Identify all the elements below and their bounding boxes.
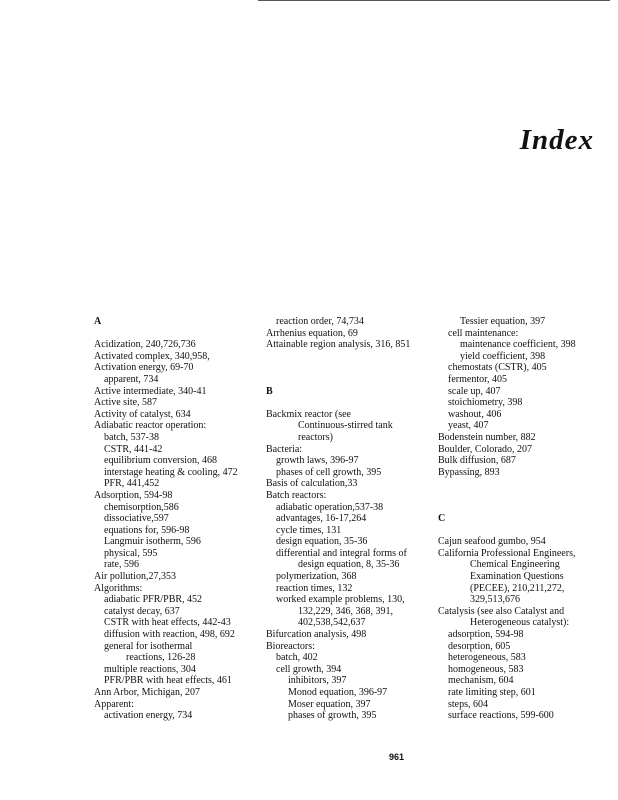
page-number: 961 [389,752,405,762]
index-entry: Ann Arbor, Michigan, 207 [94,687,200,698]
index-entry: surface reactions, 599-600 [448,710,554,722]
index-entry: dissociative,597 [104,513,169,525]
index-entry: reaction times, 132 [276,582,353,594]
index-entry: chemisorption,586 [104,501,179,513]
index-entry: mechanism, 604 [448,675,514,687]
index-entry: interstage heating & cooling, 472 [104,466,238,478]
index-entry: worked example problems, 130, [276,594,405,606]
index-entry: adiabatic operation,537-38 [276,501,384,513]
index-entry: multiple reactions, 304 [104,663,196,675]
index-entry: Apparent: [94,698,134,710]
index-entry: Activation energy, 69-70 [94,362,194,374]
index-entry: yeast, 407 [448,420,489,432]
index-entry: Activity of catalyst, 634 [94,408,191,420]
spacer [438,478,610,490]
index-entry: maintenance coefficient, 398 [460,339,576,351]
index-entry: Acidization, 240,726,736 [94,339,196,351]
index-entry: equations for, 596-98 [104,524,190,536]
index-entry: washout, 406 [448,408,502,420]
index-entry: apparent, 734 [104,373,159,385]
spacer [266,374,436,386]
index-entry: Catalysis (see also Catalyst and [438,605,565,617]
index-entry: catalyst decay, 637 [104,605,180,617]
index-entry: Active intermediate, 340-41 [94,385,207,397]
section-letter: C [438,513,446,525]
index-entry: homogeneous, 583 [448,663,524,675]
index-entry: Air pollution,27,353 [94,571,176,583]
index-entry: Tessier equation, 397 [460,316,546,327]
index-entry: physical, 595 [104,547,158,559]
index-entry: Bodenstein number, 882 [438,431,536,443]
index-entry: 402,538,542,637 [298,617,366,629]
index-entry: 329,513,676 [470,594,520,606]
index-entry: adsorption, 594-98 [448,629,524,641]
index-entry: activation energy, 734 [104,710,193,722]
index-entry: batch, 402 [276,652,318,664]
index-entry: Active site, 587 [94,397,158,409]
index-entry: Langmuir isotherm, 596 [104,536,201,548]
index-entry: Examination Questions [470,571,564,583]
index-entry: stoichiometry, 398 [448,397,523,409]
index-entry: Boulder, Colorado, 207 [438,443,533,455]
index-entry: rate limiting step, 601 [448,687,536,698]
index-entry: cell maintenance: [448,327,519,339]
index-entry: Moser equation, 397 [288,698,371,710]
spacer [438,525,610,537]
index-entry: rate, 596 [104,559,139,571]
index-entry: Backmix reactor (see [266,408,351,420]
index-entry: CSTR, 441-42 [104,443,163,455]
index-entry: Batch reactors: [266,489,327,501]
index-entry: Cajun seafood gumbo, 954 [438,536,546,548]
index-entry: reactors) [298,431,333,443]
index-entry: Algorithms: [94,582,143,594]
index-entry: cell growth, 394 [276,663,342,675]
index-entry: reactions, 126-28 [126,652,196,664]
index-entry: Bypassing, 893 [438,466,500,478]
index-entry: general for isothermal [104,640,193,652]
index-entry: Continuous-stirred tank [298,420,393,432]
index-entry: PFR, 441,452 [104,478,160,490]
index-entry: batch, 537-38 [104,431,159,443]
index-entry: Adiabatic reactor operation: [94,420,207,432]
index-entry: chemostats (CSTR), 405 [448,362,547,374]
index-entry: design equation, 35-36 [276,536,368,548]
index-entry: Activated complex, 340,958, [94,350,210,362]
index-entry: Chemical Engineering [470,559,560,571]
spacer [266,362,436,374]
index-entry: CSTR with heat effects, 442-43 [104,617,231,629]
section-letter: B [266,385,273,397]
spacer [94,328,256,340]
index-entry: reaction order, 74,734 [276,316,364,327]
index-entry: California Professional Engineers, [438,547,576,559]
index-entry: phases of growth, 395 [288,710,377,722]
index-entry: Bulk diffusion, 687 [438,455,516,467]
spacer [266,397,436,409]
index-entry: advantages, 16-17,264 [276,513,367,525]
index-entry: differential and integral forms of [276,547,407,559]
index-column-3 [438,316,610,722]
index-entry: fermentor, 405 [448,373,508,385]
index-entry: steps, 604 [448,698,488,710]
spacer [438,502,610,514]
index-entry: heterogeneous, 583 [448,652,526,664]
index-entry: Bioreactors: [266,640,315,652]
index-entry: inhibitors, 397 [288,675,347,687]
index-entry: Monod equation, 396-97 [288,687,388,698]
spacer [438,490,610,502]
index-entry: Arrhenius equation, 69 [266,327,358,339]
index-entry: growth laws, 396-97 [276,455,359,467]
index-entry: scale up, 407 [448,385,501,397]
index-entry: (PECEE), 210,211,272, [470,582,565,594]
index-entry: equilibrium conversion, 468 [104,455,218,467]
index-entry: Heterogeneous catalyst): [470,617,570,629]
index-entry: PFR/PBR with heat effects, 461 [104,675,232,687]
index-entry: 132,229, 346, 368, 391, [298,605,393,617]
index-entry: diffusion with reaction, 498, 692 [104,629,235,641]
index-entry: phases of cell growth, 395 [276,466,382,478]
index-entry: yield coefficient, 398 [460,350,546,362]
spacer [266,351,436,363]
page-title: Index [519,124,594,156]
top-rule [258,0,610,1]
index-entry: cycle times, 131 [276,524,342,536]
index-entry: polymerization, 368 [276,571,357,583]
index-entry: design equation, 8, 35-36 [298,559,400,571]
index-entry: desorption, 605 [448,640,511,652]
index-column-2 [266,316,436,722]
index-entry: Basis of calculation,33 [266,478,358,490]
index-entry: Bacteria: [266,443,303,455]
index-entry: Bifurcation analysis, 498 [266,629,367,641]
index-entry: Attainable region analysis, 316, 851 [266,339,411,351]
index-entry: adiabatic PFR/PBR, 452 [104,594,203,606]
section-letter: A [94,316,102,327]
index-entry: Adsorption, 594-98 [94,489,173,501]
index-column-1 [94,316,256,722]
